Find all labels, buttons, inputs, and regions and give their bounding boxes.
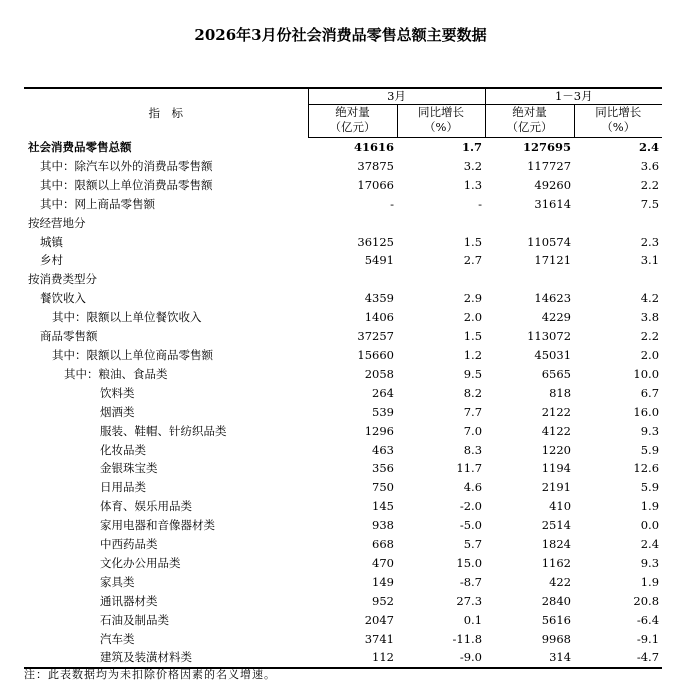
- row-label: 通讯器材类: [100, 593, 158, 608]
- march-yoy-cell: 2.0: [463, 310, 483, 325]
- ytd-absolute-cell: 2191: [541, 480, 572, 495]
- table-row: [24, 497, 662, 516]
- ytd-yoy-cell: 7.5: [640, 196, 660, 211]
- march-absolute-cell: [308, 214, 397, 233]
- table-body: [24, 138, 662, 669]
- row-label: 社会消费品零售总额: [28, 139, 132, 154]
- march-absolute-cell: 2047: [364, 612, 394, 627]
- march-yoy-cell: 4.6: [463, 480, 483, 495]
- march-absolute-header: 绝对量 （亿元）: [308, 105, 397, 138]
- ytd-absolute-cell: 2122: [541, 404, 572, 419]
- row-label: 中西药品类: [100, 537, 158, 552]
- march-yoy-cell: 1.5: [463, 234, 483, 249]
- retail-sales-table: [24, 87, 662, 669]
- ytd-yoy-cell: 16.0: [633, 404, 660, 419]
- table-row: [24, 403, 662, 422]
- table-row: [24, 251, 662, 270]
- ytd-absolute-cell: 110574: [527, 234, 572, 249]
- table-row: [24, 365, 662, 384]
- march-yoy-cell: 1.3: [463, 177, 483, 192]
- footnote: 注：此表数据均为未扣除价格因素的名义增速。: [24, 668, 276, 681]
- table-row: [24, 270, 662, 289]
- march-yoy-cell: -11.8: [452, 631, 483, 646]
- march-absolute-cell: 112: [308, 648, 397, 668]
- march-yoy-cell: 8.3: [463, 442, 483, 457]
- row-label: 金银珠宝类: [100, 461, 158, 476]
- ytd-absolute-cell: 2840: [541, 593, 572, 608]
- row-label: 化妆品类: [100, 442, 146, 457]
- ytd-absolute-cell: 5616: [541, 612, 572, 627]
- ytd-absolute-cell: 314: [485, 648, 574, 668]
- march-absolute-cell: 15660: [357, 347, 394, 362]
- row-label: 其中：粮油、食品类: [64, 366, 168, 381]
- table-row: [24, 535, 662, 554]
- ytd-absolute-cell: 410: [549, 499, 572, 514]
- ytd-absolute-cell: 818: [549, 385, 572, 400]
- ytd-absolute-cell: 4122: [541, 423, 572, 438]
- ytd-yoy-cell: 12.6: [633, 461, 660, 476]
- table-row: [24, 459, 662, 478]
- march-yoy-cell: 0.1: [463, 612, 483, 627]
- ytd-absolute-cell: 1162: [541, 555, 572, 570]
- march-absolute-cell: 668: [372, 537, 394, 552]
- table-row: [24, 195, 662, 214]
- row-label: 其中：除汽车以外的消费品零售额: [40, 158, 213, 173]
- ytd-yoy-cell: 2.4: [639, 140, 660, 154]
- row-label: 商品零售额: [40, 329, 98, 344]
- ytd-yoy-cell: 9.3: [640, 423, 660, 438]
- march-yoy-cell: 1.5: [463, 329, 483, 344]
- march-absolute-cell: 4359: [364, 291, 394, 306]
- row-label: 其中：限额以上单位商品零售额: [52, 347, 213, 362]
- march-absolute-cell: -: [390, 196, 394, 211]
- march-yoy-cell: -2.0: [459, 499, 483, 514]
- march-yoy-cell: 8.2: [463, 385, 483, 400]
- march-absolute-cell: 145: [372, 499, 394, 514]
- ytd-yoy-cell: 4.2: [640, 291, 660, 306]
- table-row: [24, 289, 662, 308]
- table-row: [24, 346, 662, 365]
- table-row: [24, 441, 662, 460]
- table-row: [24, 630, 662, 649]
- ytd-yoy-cell: 0.0: [640, 518, 660, 533]
- march-yoy-cell: 15.0: [456, 555, 483, 570]
- ytd-yoy-cell: 2.4: [640, 537, 660, 552]
- ytd-yoy-cell: 2.3: [640, 234, 660, 249]
- row-label: 建筑及装潢材料类: [24, 648, 308, 668]
- ytd-yoy-cell: 20.8: [633, 593, 660, 608]
- march-absolute-cell: 17066: [357, 177, 394, 192]
- march-yoy-cell: 11.7: [456, 461, 483, 476]
- ytd-yoy-cell: [574, 270, 662, 289]
- row-label: 乡村: [40, 253, 63, 268]
- march-absolute-cell: 5491: [364, 253, 394, 268]
- march-absolute-cell: 41616: [353, 140, 394, 154]
- ytd-absolute-cell: 422: [549, 574, 572, 589]
- table-row: [24, 176, 662, 195]
- ytd-yoy-cell: -4.7: [574, 648, 662, 668]
- ytd-absolute-cell: 117727: [527, 158, 572, 173]
- ytd-yoy-cell: 6.7: [640, 385, 660, 400]
- ytd-absolute-cell: 49260: [534, 177, 572, 192]
- indicator-header: 指 标: [24, 88, 308, 138]
- row-label: 饮料类: [100, 385, 135, 400]
- ytd-absolute-cell: 2514: [541, 518, 572, 533]
- period-march-header: 3月: [308, 88, 485, 105]
- march-absolute-cell: 36125: [357, 234, 394, 249]
- march-yoy-cell: 2.7: [463, 253, 483, 268]
- page-title: 2026年3月份社会消费品零售总额主要数据: [194, 26, 487, 44]
- row-label: 其中：限额以上单位餐饮收入: [52, 310, 202, 325]
- march-yoy-cell: 7.7: [463, 404, 483, 419]
- row-label: 其中：网上商品零售额: [40, 196, 155, 211]
- ytd-absolute-header: 绝对量 （亿元）: [485, 105, 574, 138]
- row-label: 汽车类: [100, 631, 135, 646]
- ytd-yoy-cell: 5.9: [640, 480, 660, 495]
- march-absolute-cell: 3741: [364, 631, 394, 646]
- table-row: [24, 384, 662, 403]
- march-yoy-cell: 3.2: [463, 158, 483, 173]
- march-absolute-cell: 539: [372, 404, 394, 419]
- march-absolute-cell: 37257: [357, 329, 394, 344]
- march-absolute-cell: 1296: [364, 423, 394, 438]
- period-jan-mar-header: 1－3月: [485, 88, 662, 105]
- march-absolute-cell: [308, 270, 397, 289]
- march-yoy-cell: -8.7: [459, 574, 483, 589]
- march-yoy-cell: [397, 214, 485, 233]
- march-yoy-cell: -9.0: [397, 648, 485, 668]
- march-absolute-cell: 2058: [364, 366, 394, 381]
- ytd-absolute-cell: 113072: [527, 329, 572, 344]
- table-row: [24, 233, 662, 252]
- row-label: 其中：限额以上单位消费品零售额: [40, 177, 213, 192]
- table-row: [24, 327, 662, 346]
- ytd-yoy-cell: 3.8: [640, 310, 660, 325]
- march-absolute-cell: 1406: [364, 310, 394, 325]
- ytd-absolute-cell: 17121: [534, 253, 572, 268]
- row-label: 按经营地分: [28, 215, 86, 230]
- ytd-yoy-cell: -6.4: [636, 612, 660, 627]
- ytd-yoy-cell: 1.9: [640, 499, 660, 514]
- march-yoy-cell: 1.2: [463, 347, 483, 362]
- march-yoy-cell: -5.0: [459, 518, 483, 533]
- march-yoy-cell: 5.7: [463, 537, 483, 552]
- row-label: 餐饮收入: [40, 291, 86, 306]
- row-label: 体育、娱乐用品类: [100, 499, 192, 514]
- ytd-absolute-cell: 14623: [534, 291, 572, 306]
- march-yoy-cell: 2.9: [463, 291, 483, 306]
- march-yoy-cell: [397, 270, 485, 289]
- table-row: [24, 214, 662, 233]
- march-absolute-cell: 356: [372, 461, 394, 476]
- table-row: [24, 138, 662, 157]
- table-row: [24, 478, 662, 497]
- row-label: 石油及制品类: [100, 612, 169, 627]
- row-label: 城镇: [40, 234, 63, 249]
- ytd-yoy-cell: 3.1: [640, 253, 660, 268]
- march-absolute-cell: 938: [372, 518, 394, 533]
- ytd-absolute-cell: [485, 214, 574, 233]
- march-yoy-header: 同比增长 （%）: [397, 105, 485, 138]
- table-row: [24, 516, 662, 535]
- ytd-yoy-cell: 3.6: [640, 158, 660, 173]
- ytd-yoy-cell: [574, 214, 662, 233]
- row-label: 烟酒类: [100, 404, 135, 419]
- march-absolute-cell: 149: [372, 574, 394, 589]
- ytd-absolute-cell: 1194: [541, 461, 572, 476]
- ytd-absolute-cell: 6565: [541, 366, 572, 381]
- march-absolute-cell: 463: [372, 442, 394, 457]
- row-label: 按消费类型分: [28, 272, 97, 287]
- march-yoy-cell: 27.3: [456, 593, 483, 608]
- table-row: [24, 554, 662, 573]
- table-row: [24, 157, 662, 176]
- march-yoy-cell: 7.0: [463, 423, 483, 438]
- ytd-absolute-cell: 9968: [541, 631, 572, 646]
- march-absolute-cell: 952: [372, 593, 394, 608]
- row-label: 文化办公用品类: [100, 555, 181, 570]
- ytd-yoy-cell: -9.1: [636, 631, 660, 646]
- row-label: 家用电器和音像器材类: [100, 518, 215, 533]
- march-absolute-cell: 750: [372, 480, 394, 495]
- ytd-yoy-cell: 2.2: [640, 329, 660, 344]
- ytd-yoy-cell: 10.0: [633, 366, 660, 381]
- march-yoy-cell: 1.7: [462, 140, 483, 154]
- ytd-absolute-cell: 31614: [534, 196, 572, 211]
- ytd-absolute-cell: 4229: [541, 310, 572, 325]
- march-absolute-cell: 37875: [357, 158, 394, 173]
- table-row: [24, 611, 662, 630]
- table-row: [24, 422, 662, 441]
- table-row: [24, 592, 662, 611]
- table-row: [24, 573, 662, 592]
- march-yoy-cell: -: [478, 196, 483, 211]
- ytd-absolute-cell: [485, 270, 574, 289]
- row-label: 家具类: [100, 574, 135, 589]
- march-absolute-cell: 470: [372, 555, 394, 570]
- ytd-yoy-cell: 2.0: [640, 347, 660, 362]
- table-row: [24, 308, 662, 327]
- march-absolute-cell: 264: [372, 385, 394, 400]
- ytd-yoy-cell: 5.9: [640, 442, 660, 457]
- row-label: 服装、鞋帽、针纺织品类: [100, 423, 227, 438]
- march-yoy-cell: 9.5: [463, 366, 483, 381]
- ytd-yoy-cell: 9.3: [640, 555, 660, 570]
- ytd-absolute-cell: 1824: [541, 537, 572, 552]
- ytd-absolute-cell: 127695: [523, 140, 572, 154]
- ytd-yoy-cell: 1.9: [640, 574, 660, 589]
- ytd-absolute-cell: 1220: [541, 442, 572, 457]
- ytd-absolute-cell: 45031: [534, 347, 572, 362]
- ytd-yoy-cell: 2.2: [640, 177, 660, 192]
- ytd-yoy-header: 同比增长 （%）: [574, 105, 662, 138]
- row-label: 日用品类: [100, 480, 146, 495]
